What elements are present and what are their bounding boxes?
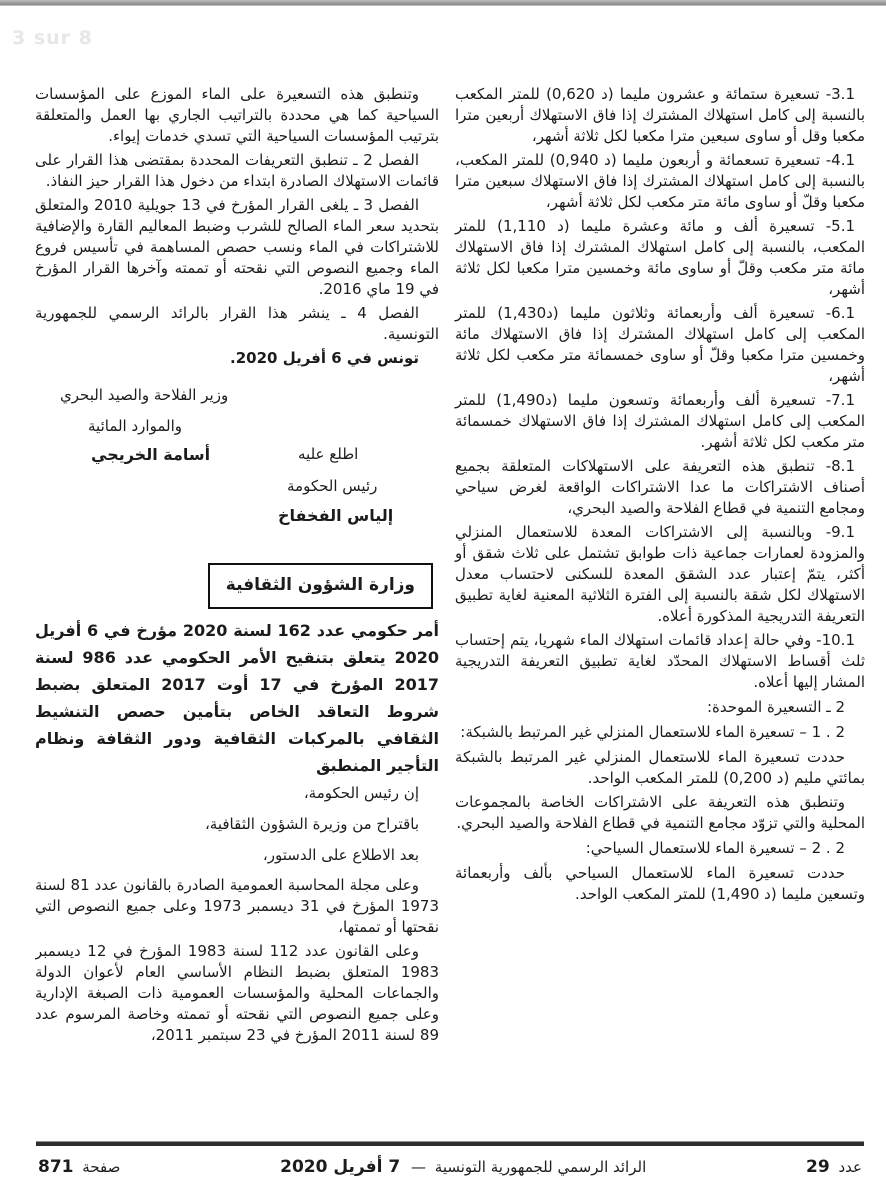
preamble-proposal: باقتراح من وزيرة الشؤون الثقافية، [204,815,419,833]
para-tourism-tariff: حددت تسعيرة الماء للاستعمال السياحي بألف وأربعمائة وتسعين مليما ⁦(1,490 د)⁩ للمتر المكعب الواحد. [455,864,865,903]
minister-title-line1: وزير الفلاحة والصيد البحري [60,386,229,404]
footer-issue [804,1157,864,1177]
pm-name: إلياس الفخفاخ [278,506,394,525]
para-nonnetwork-scope: وتنطبق هذه التعريفة على الاشتراكات الخاصة بالمجموعات المحلية والتي تزوّد مجامع التنمية في قطاع الفلاحة والصيد البحري. [455,793,865,832]
minister-name: أسامة الخريجي [91,445,211,464]
viewer-window-edge [0,0,886,6]
article-4: الفصل 4 ـ ينشر هذا القرار بالرائد الرسمي للجمهورية التونسية. [35,304,439,343]
decree-162-title: أمر حكومي عدد 162 لسنة 2020 مؤرخ في 6 أفريل 2020 يتعلق بتنقيح الأمر الحكومي عدد 986 لسنة 2017 المؤرخ في 17 أوت 2017 المتعلق بضبط شروط التعاقد الخاص بتأمين حصص التنشيط الثقافي بالمركبات الثقافية ودور الثقافة ونظام التأجير المنطبق [35,621,440,775]
preamble-law-81: وعلى مجلة المحاسبة العمومية الصادرة بالقانون عدد 81 لسنة 1973 المؤرخ في 31 ديسمبر 1973 وعلى جميع النصوص التي نقحتها أو تممتها، [35,876,439,936]
page-number: 871 [38,1157,74,1177]
section-2-heading: 2 ـ التسعيرة الموحدة: [706,698,845,716]
ministry-section-header: وزارة الشؤون الثقافية [208,563,433,609]
article-3: الفصل 3 ـ يلغى القرار المؤرخ في 13 جويلية 2010 والمتعلق بتحديد سعر الماء الصالح للشرب وضبط المعاليم القارة والإضافية للاشتراكات في الماء ونسب حصص المساهمة في تأسيس فروع الماء وجميع النصوص التي نقحته أو تممته وآخرها القرار المؤرخ في 19 ماي 2016. [35,196,439,298]
issue-label: عدد [838,1158,862,1176]
section-2-1-heading: 2 . 1 – تسعيرة الماء للاستعمال المنزلي غير المرتبط بالشبكة: [460,723,845,741]
footer-separator: — [411,1158,427,1176]
footer-journal-center [278,1157,648,1177]
tariff-note-9-1: 9.1- وبالنسبة إلى الاشتراكات المعدة للاستعمال المنزلي والمزودة لعمارات جماعية ذات طوابق تشتمل على ثلاث شقق أو أكثر، يتمّ إعتبار عدد الشقق المعدة للسكنى لاحتساب معدل الاستهلاك لكل شقة بالنسبة إلى الفترة الثلاثية المعنية لغاية تطبيق التعريفة التدريجية المذكورة أعلاه. [455,523,865,625]
page-content [35,84,865,1140]
article-2: الفصل 2 ـ تنطبق التعريفات المحددة بمقتضى هذا القرار على قائمات الاستهلاك الصادرة ابتداء من دخول هذا القرار حيز النفاذ. [35,151,439,190]
tariff-item-3-1: 3.1- تسعيرة ستمائة و عشرون مليما ⁦(0,620 د)⁩ للمتر المكعب بالنسبة إلى كامل استهلاك المشترك إذا فاق الاستهلاك أربعين مترا مكعبا وقل أو ساوى سبعين مترا مكعبا لكل ثلاثة أشهر، [455,85,865,145]
preamble-law-112: وعلى القانون عدد 112 لسنة 1983 المؤرخ في 12 ديسمبر 1983 المتعلق بضبط النظام الأساسي العام لأعوان الدولة والجماعات المحلية والمؤسسات العمومية ذات الصبغة الإدارية وعلى جميع النصوص التي نقحته أو تممته وخاصة المرسوم عدد 89 لسنة 2011 المؤرخ في 23 سبتمبر 2011، [35,942,439,1044]
tariff-item-7-1: 7.1- تسعيرة ألف وأربعمائة وتسعون مليما ⁦(1,490د)⁩ للمتر المكعب إلى كامل استهلاك المشترك إذا فاق الاستهلاك خمسمائة متر مكعب لكل ثلاثة أشهر. [455,391,865,451]
para-tourism-water-scope: وتنطبق هذه التسعيرة على الماء الموزع على المؤسسات السياحية كما هي محددة بالتراتيب الجاري بها العمل والمتعلقة بترتيب المؤسسات السياحية التي تسدي خدمات إيواء. [35,85,439,145]
page-footer [36,1141,864,1177]
preamble-constitution: بعد الاطلاع على الدستور، [262,846,419,864]
footer-rule [36,1141,864,1146]
signature-block [35,377,439,527]
page-label: صفحة [82,1158,121,1176]
minister-title-line2: والموارد المائية [88,417,182,435]
column-left [35,84,439,1140]
pm-title: رئيس الحكومة [287,477,378,495]
tariff-item-5-1: 5.1- تسعيرة ألف و مائة وعشرة مليما ⁦(1,110 د)⁩ للمتر المكعب، بالنسبة إلى كامل استهلاك المشترك إذا فاق الاستهلاك مائة متر مكعب وقلّ أو ساوى مائة وخمسين مترا مكعبا لكل ثلاثة أشهر، [455,217,865,298]
tariff-item-4-1: 4.1- تسعيرة تسعمائة و أربعون مليما ⁦(0,940 د)⁩ للمتر المكعب، بالنسبة إلى كامل استهلاك المشترك إذا فاق الاستهلاك سبعين مترا مكعبا وقلّ أو ساوى مائة متر مكعب لكل ثلاثة أشهر، [455,151,865,211]
column-right [455,84,865,1140]
ministry-section-header-wrap [35,527,439,617]
footer-row [36,1157,864,1177]
tariff-note-10-1: 10.1- وفي حالة إعداد قائمات استهلاك الماء شهريا، يتم إحتساب ثلث أقساط الاستهلاك المحدّد لغاية تطبيق التعريفة التدريجية المشار إليها أعلاه. [455,631,865,691]
reviewed-by-label: اطلع عليه [298,445,359,463]
section-2-2-heading: 2 . 2 – تسعيرة الماء للاستعمال السياحي: [585,839,845,857]
pdf-page-indicator: 3 sur 8 [12,27,93,49]
preamble-pm: إن رئيس الحكومة، [303,784,419,802]
footer-page [36,1157,122,1177]
para-nonnetwork-tariff: حددت تسعيرة الماء للاستعمال المنزلي غير المرتبط بالشبكة بمائتي مليم ⁦(0,200 د)⁩ للمتر المكعب الواحد. [455,748,865,787]
footer-date: 7 أفريل 2020 [280,1157,401,1177]
journal-title: الرائد الرسمي للجمهورية التونسية [434,1158,647,1176]
tariff-note-8-1: 8.1- تنطبق هذه التعريفة على الاستهلاكات المتعلقة بجميع أصناف الاشتراكات ما عدا الاشتراكات الواقعة لغرض سياحي ومجامع التنمية في قطاع الفلاحة والصيد البحري، [455,457,865,517]
issue-number: 29 [806,1157,830,1177]
signature-place-date: تونس في 6 أفريل 2020. [230,349,419,367]
tariff-item-6-1: 6.1- تسعيرة ألف وأربعمائة وثلاثون مليما ⁦(1,430د)⁩ للمتر المكعب إلى كامل استهلاك المشترك إذا فاق الاستهلاك مائة وخمسين مترا مكعبا وقلّ أو ساوى خمسمائة متر مكعب لكل ثلاثة أشهر، [455,304,865,385]
